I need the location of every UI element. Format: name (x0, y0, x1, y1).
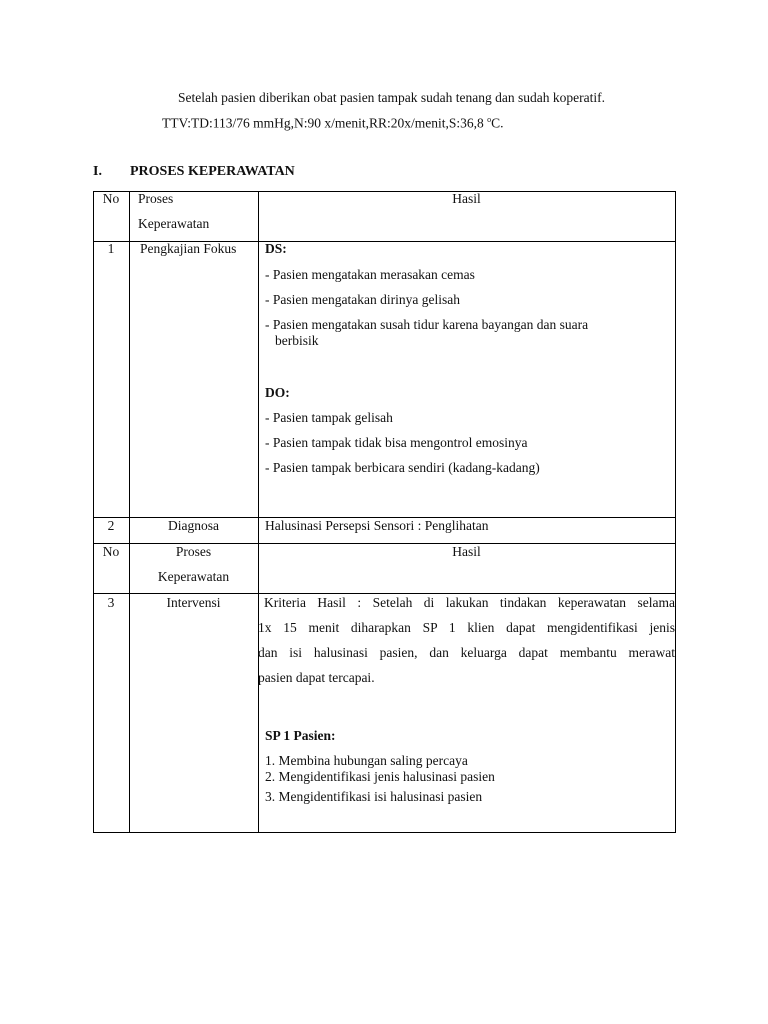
sp-item: 1. Membina hubungan saling percaya (265, 753, 468, 768)
degree-superscript: o (487, 115, 492, 124)
header2-hasil: Hasil (452, 544, 481, 559)
kriteria-line: dan isi halusinasi pasien, dan keluarga dapat membantu merawat (258, 645, 675, 660)
row3-proses: Intervensi (166, 595, 221, 610)
sp-label: SP 1 Pasien: (265, 728, 336, 743)
header2-proses: Proses (175, 544, 212, 559)
ds-label: DS: (265, 241, 287, 256)
row2-hasil: Halusinasi Persepsi Sensori : Penglihatan (265, 518, 489, 533)
intro-line-2 (162, 115, 504, 132)
row2-proses: Diagnosa (168, 518, 219, 533)
header2-no: No (102, 544, 120, 559)
header-keperawatan: Keperawatan (138, 216, 210, 231)
ds-item: - Pasien mengatakan merasakan cemas (265, 267, 475, 282)
row1-proses: Pengkajian Fokus (140, 241, 237, 256)
section-heading (93, 164, 295, 180)
ds-item-continuation: berbisik (275, 333, 319, 348)
do-item: - Pasien tampak berbicara sendiri (kadang-kadang) (265, 460, 540, 475)
header-hasil: Hasil (452, 191, 481, 206)
sp-item: 3. Mengidentifikasi isi halusinasi pasien (265, 789, 483, 804)
intro-line-1: Setelah pasien diberikan obat pasien tampak sudah tenang dan sudah koperatif. (178, 90, 605, 105)
table-column-divider (129, 191, 130, 833)
vital-signs-text: TTV:TD:113/76 mmHg,N:90 x/menit,RR:20x/menit,S:36,8 (162, 115, 488, 131)
row3-no: 3 (107, 595, 115, 610)
sp-item: 2. Mengidentifikasi jenis halusinasi pasien (265, 769, 495, 784)
kriteria-line: 1x 15 menit diharapkan SP 1 klien dapat mengidentifikasi jenis (258, 620, 675, 635)
kriteria-line-last: pasien dapat tercapai. (258, 670, 375, 685)
celsius-unit: C. (491, 115, 504, 131)
row2-no: 2 (107, 518, 115, 533)
table-column-divider (258, 191, 259, 833)
header-no: No (102, 191, 120, 206)
do-label: DO: (265, 385, 290, 400)
section-number: I. (93, 164, 102, 179)
row1-no: 1 (107, 241, 115, 256)
table-border-left (93, 191, 94, 833)
header2-keperawatan: Keperawatan (157, 569, 230, 584)
table-divider (93, 593, 676, 594)
do-item: - Pasien tampak gelisah (265, 410, 393, 425)
table-border-right (675, 191, 676, 833)
table-border-bottom (93, 832, 676, 833)
header-proses: Proses (138, 191, 174, 206)
kriteria-line: Kriteria Hasil : Setelah di lakukan tindakan keperawatan selama (264, 595, 675, 610)
section-title: PROSES KEPERAWATAN (130, 164, 295, 179)
ds-item: - Pasien mengatakan susah tidur karena bayangan dan suara (265, 317, 589, 332)
do-item: - Pasien tampak tidak bisa mengontrol emosinya (265, 435, 528, 450)
ds-item: - Pasien mengatakan dirinya gelisah (265, 292, 460, 307)
